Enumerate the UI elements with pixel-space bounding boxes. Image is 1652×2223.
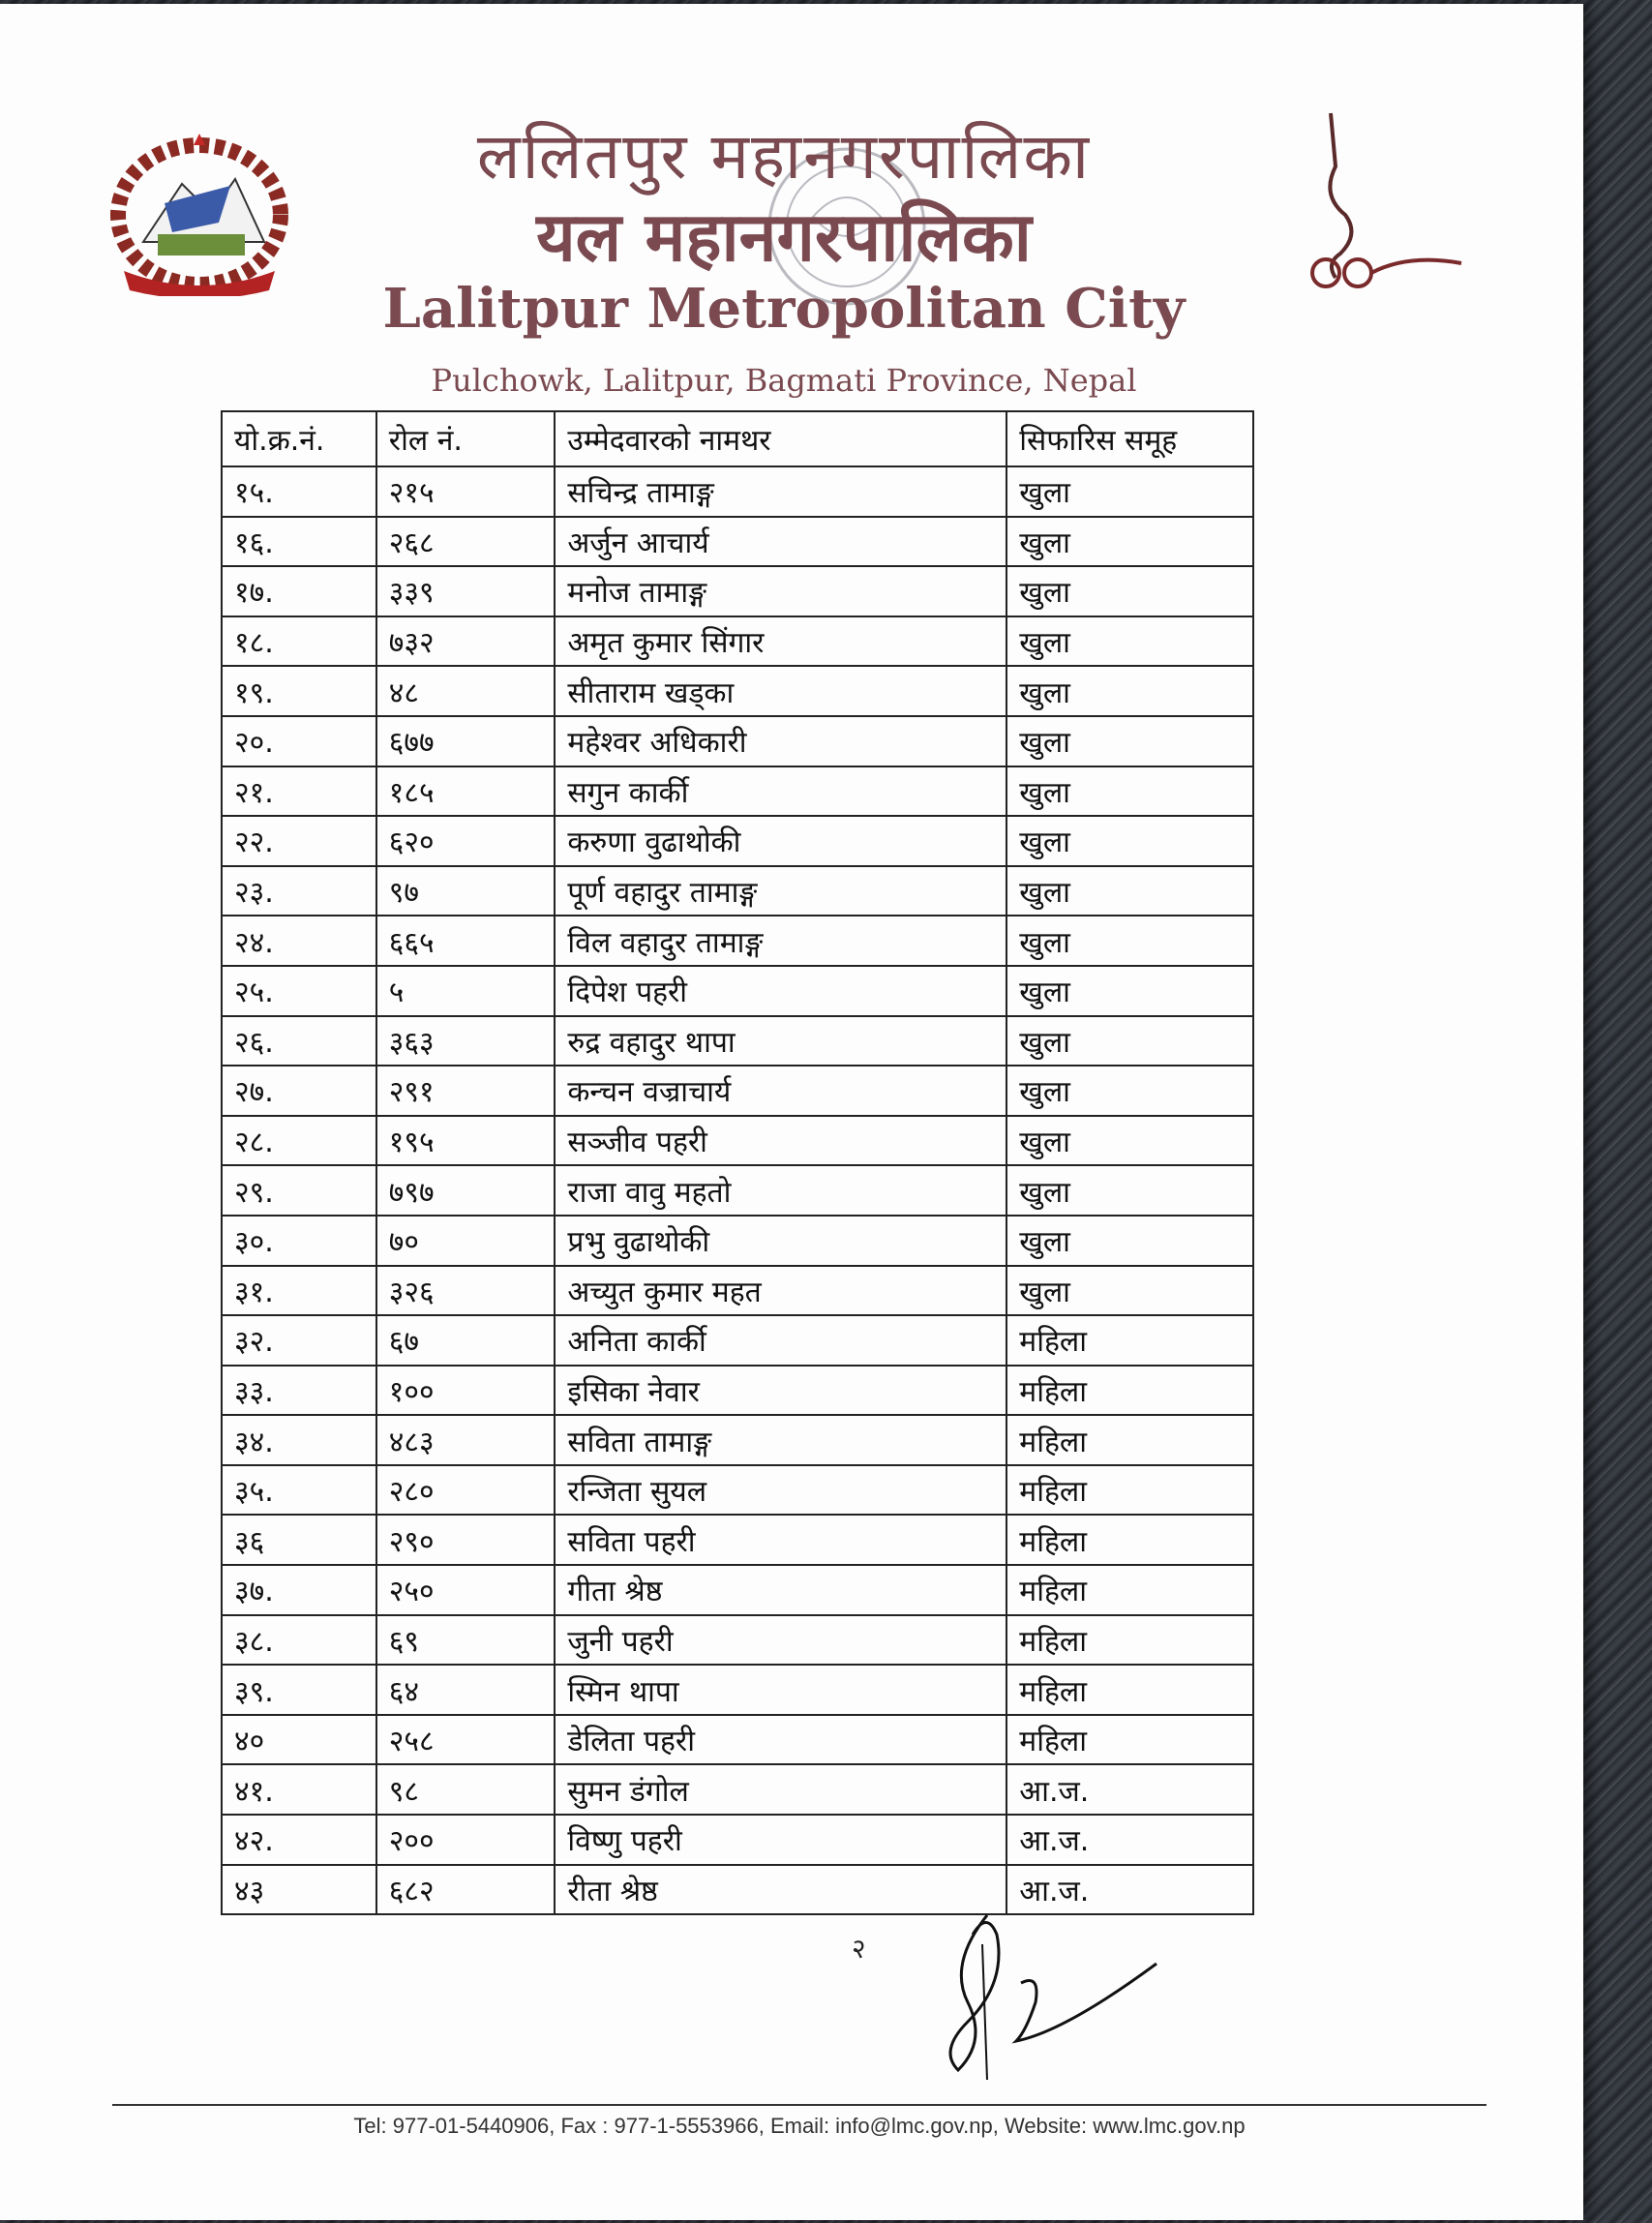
cell-roll: २१५ (376, 466, 556, 517)
cell-roll: ६४ (376, 1665, 556, 1715)
table-row (222, 1615, 1253, 1666)
cell-name: सविता पहरी (555, 1515, 1006, 1565)
table-row (222, 1515, 1253, 1565)
cell-serial: ३१. (222, 1266, 376, 1316)
cell-name: प्रभु वुढाथोकी (555, 1216, 1006, 1266)
table-row (222, 966, 1253, 1016)
cell-group: खुला (1006, 816, 1253, 866)
cell-name: मनोज तामाङ्ग (555, 566, 1006, 616)
cell-name: कन्चन वज्राचार्य (555, 1066, 1006, 1116)
cell-serial: ३४. (222, 1415, 376, 1465)
cell-group: खुला (1006, 1216, 1253, 1266)
letterhead-address: Pulchowk, Lalitpur, Bagmati Province, Nepal (431, 362, 1137, 399)
cell-group: महिला (1006, 1565, 1253, 1615)
cell-group: खुला (1006, 1016, 1253, 1066)
cell-group: महिला (1006, 1315, 1253, 1366)
cell-roll: ६७ (376, 1315, 556, 1366)
cell-name: अमृत कुमार सिंगार (555, 616, 1006, 667)
cell-roll: १८५ (376, 766, 556, 817)
cell-group: खुला (1006, 766, 1253, 817)
cell-serial: २५. (222, 966, 376, 1016)
cell-roll: ६२० (376, 816, 556, 866)
table-row (222, 816, 1253, 866)
cell-serial: २२. (222, 816, 376, 866)
cell-name: राजा वावु महतो (555, 1165, 1006, 1216)
cell-serial: २०. (222, 716, 376, 766)
cell-roll: ९७ (376, 866, 556, 916)
cell-serial: ३८. (222, 1615, 376, 1666)
cell-group: खुला (1006, 916, 1253, 966)
column-header-group: सिफारिस समूह (1006, 411, 1253, 466)
cell-group: महिला (1006, 1366, 1253, 1416)
cell-roll: ७० (376, 1216, 556, 1266)
cell-roll: ९८ (376, 1764, 556, 1815)
table-row (222, 1764, 1253, 1815)
table-row (222, 517, 1253, 567)
handwritten-signature (929, 1906, 1161, 2085)
table-row (222, 1266, 1253, 1316)
cell-serial: १५. (222, 466, 376, 517)
cell-group: खुला (1006, 966, 1253, 1016)
cell-serial: ३०. (222, 1216, 376, 1266)
cell-name: रीता श्रेष्ठ (555, 1865, 1006, 1915)
cell-roll: १९५ (376, 1116, 556, 1166)
cell-name: अर्जुन आचार्य (555, 517, 1006, 567)
letterhead-title-english: Lalitpur Metropolitan City (382, 277, 1186, 341)
footer-divider (112, 2104, 1487, 2106)
table-row (222, 1216, 1253, 1266)
cell-serial: ३३. (222, 1366, 376, 1416)
cell-roll: ७३२ (376, 616, 556, 667)
cell-group: आ.ज. (1006, 1764, 1253, 1815)
cell-group: खुला (1006, 1165, 1253, 1216)
cell-serial: ४० (222, 1715, 376, 1765)
cell-serial: २३. (222, 866, 376, 916)
cell-name: सीताराम खड्का (555, 666, 1006, 716)
cell-group: खुला (1006, 716, 1253, 766)
cell-serial: ४१. (222, 1764, 376, 1815)
cell-roll: ६८२ (376, 1865, 556, 1915)
cell-group: महिला (1006, 1515, 1253, 1565)
cell-group: आ.ज. (1006, 1865, 1253, 1915)
cell-group: महिला (1006, 1615, 1253, 1666)
cell-roll: ६७७ (376, 716, 556, 766)
cell-group: खुला (1006, 1116, 1253, 1166)
cell-serial: २८. (222, 1116, 376, 1166)
table-row (222, 616, 1253, 667)
cell-roll: ३३९ (376, 566, 556, 616)
cell-name: सञ्जीव पहरी (555, 1116, 1006, 1166)
table-row (222, 1116, 1253, 1166)
cell-name: रुद्र वहादुर थापा (555, 1016, 1006, 1066)
table-row (222, 1366, 1253, 1416)
cell-name: विल वहादुर तामाङ्ग (555, 916, 1006, 966)
table-row (222, 916, 1253, 966)
cell-roll: २५८ (376, 1715, 556, 1765)
letterhead-signature-mark (1302, 108, 1476, 302)
cell-group: खुला (1006, 566, 1253, 616)
cell-name: इसिका नेवार (555, 1366, 1006, 1416)
cell-serial: १९. (222, 666, 376, 716)
table-row (222, 566, 1253, 616)
cell-roll: २०० (376, 1815, 556, 1865)
table-row (222, 666, 1253, 716)
cell-group: महिला (1006, 1465, 1253, 1516)
cell-group: खुला (1006, 1266, 1253, 1316)
cell-roll: ३६३ (376, 1016, 556, 1066)
cell-serial: २६. (222, 1016, 376, 1066)
cell-group: महिला (1006, 1665, 1253, 1715)
table-row (222, 766, 1253, 817)
cell-name: सगुन कार्की (555, 766, 1006, 817)
cell-roll: ४८ (376, 666, 556, 716)
cell-roll: २६८ (376, 517, 556, 567)
cell-roll: ४८३ (376, 1415, 556, 1465)
table-row (222, 1066, 1253, 1116)
cell-serial: ३५. (222, 1465, 376, 1516)
cell-group: खुला (1006, 666, 1253, 716)
cell-roll: ३२६ (376, 1266, 556, 1316)
cell-roll: ५ (376, 966, 556, 1016)
cell-name: सविता तामाङ्ग (555, 1415, 1006, 1465)
cell-serial: ३२. (222, 1315, 376, 1366)
cell-name: सुमन डंगोल (555, 1764, 1006, 1815)
table-row (222, 1415, 1253, 1465)
cell-serial: ३९. (222, 1665, 376, 1715)
cell-name: पूर्ण वहादुर तामाङ्ग (555, 866, 1006, 916)
table-row (222, 716, 1253, 766)
cell-roll: ६९ (376, 1615, 556, 1666)
table-row (222, 1815, 1253, 1865)
cell-serial: १८. (222, 616, 376, 667)
letterhead-title-newari: यल महानगरपालिका (536, 197, 1032, 277)
table-row (222, 1165, 1253, 1216)
cell-name: डेलिता पहरी (555, 1715, 1006, 1765)
cell-serial: ४३ (222, 1865, 376, 1915)
cell-roll: १०० (376, 1366, 556, 1416)
table-row (222, 866, 1253, 916)
cell-group: आ.ज. (1006, 1815, 1253, 1865)
cell-name: अच्युत कुमार महत (555, 1266, 1006, 1316)
table-header-row (222, 411, 1253, 466)
candidate-table (221, 410, 1254, 1915)
cell-serial: ३७. (222, 1565, 376, 1615)
cell-group: खुला (1006, 616, 1253, 667)
cell-roll: २९० (376, 1515, 556, 1565)
table-row (222, 1465, 1253, 1516)
footer-contact: Tel: 977-01-5440906, Fax : 977-1-5553966, Email: info@lmc.gov.np, Website: www.lmc.gov.np (353, 2114, 1246, 2138)
cell-serial: १६. (222, 517, 376, 567)
letterhead-title-nepali: ललितपुर महानगरपालिका (476, 119, 1092, 194)
cell-name: विष्णु पहरी (555, 1815, 1006, 1865)
cell-roll: २८० (376, 1465, 556, 1516)
cell-serial: २१. (222, 766, 376, 817)
cell-name: जुनी पहरी (555, 1615, 1006, 1666)
cell-group: खुला (1006, 1066, 1253, 1116)
cell-group: खुला (1006, 466, 1253, 517)
column-header-serial: यो.क्र.नं. (222, 411, 376, 466)
cell-name: सचिन्द्र तामाङ्ग (555, 466, 1006, 517)
cell-roll: ७९७ (376, 1165, 556, 1216)
table-row (222, 1565, 1253, 1615)
cell-name: करुणा वुढाथोकी (555, 816, 1006, 866)
cell-serial: २७. (222, 1066, 376, 1116)
table-row (222, 1315, 1253, 1366)
page-number: २ (852, 1933, 866, 1965)
cell-name: रन्जिता सुयल (555, 1465, 1006, 1516)
cell-group: खुला (1006, 866, 1253, 916)
column-header-roll: रोल नं. (376, 411, 556, 466)
cell-roll: २५० (376, 1565, 556, 1615)
cell-serial: ४२. (222, 1815, 376, 1865)
cell-name: दिपेश पहरी (555, 966, 1006, 1016)
table-row (222, 1715, 1253, 1765)
table-row (222, 1016, 1253, 1066)
cell-group: महिला (1006, 1415, 1253, 1465)
cell-roll: ६६५ (376, 916, 556, 966)
nepal-emblem-logo (105, 126, 294, 296)
cell-serial: २४. (222, 916, 376, 966)
cell-name: गीता श्रेष्ठ (555, 1565, 1006, 1615)
cell-group: महिला (1006, 1715, 1253, 1765)
table-row (222, 466, 1253, 517)
cell-serial: २९. (222, 1165, 376, 1216)
table-row (222, 1665, 1253, 1715)
cell-serial: ३६ (222, 1515, 376, 1565)
column-header-name: उम्मेदवारको नामथर (555, 411, 1006, 466)
cell-name: महेश्वर अधिकारी (555, 716, 1006, 766)
document-page (0, 4, 1583, 2220)
cell-group: खुला (1006, 517, 1253, 567)
cell-roll: २९१ (376, 1066, 556, 1116)
cell-name: स्मिन थापा (555, 1665, 1006, 1715)
cell-serial: १७. (222, 566, 376, 616)
cell-name: अनिता कार्की (555, 1315, 1006, 1366)
